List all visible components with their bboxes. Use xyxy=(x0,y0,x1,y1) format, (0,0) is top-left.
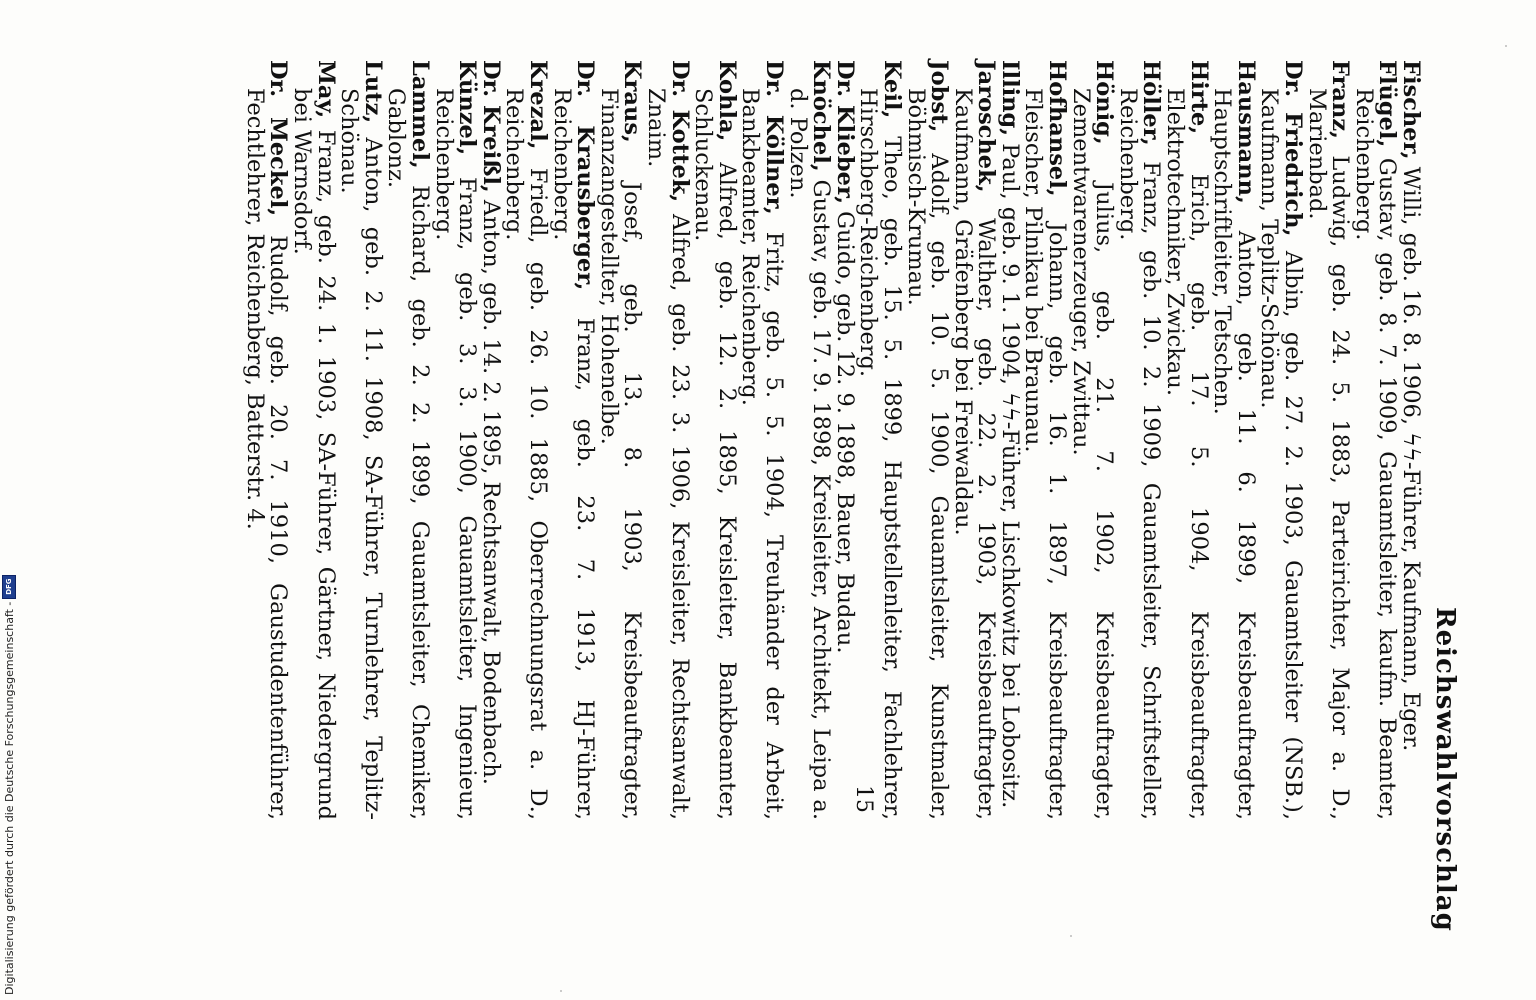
candidate-entry xyxy=(430,60,481,820)
candidate-entry xyxy=(290,60,337,820)
candidate-details: Anton, geb. 2. 11. 1908, SA-Führer, Turnlehrer, Teplitz-Schönau. xyxy=(336,88,386,820)
candidate-entry xyxy=(1020,60,1071,820)
candidate-name: Keil, xyxy=(878,60,905,119)
candidate-list xyxy=(242,60,1422,820)
candidate-details: Josef, geb. 13. 8. 1903, Kreisbeauftragter, Finanzangestellter, Hohenelbe. xyxy=(595,88,646,820)
candidate-name: Hausmann, xyxy=(1232,60,1259,204)
candidate-details: Franz, geb. 23. 7. 1913, HJ-Führer, Reichenberg. xyxy=(548,88,599,820)
candidate-entry xyxy=(383,60,434,820)
candidate-details: Paul, geb. 9. 1. 1904, ϟϟ-Führer, Lischkowitz bei Lobositz. xyxy=(996,136,1023,809)
candidate-details: Theo, geb. 15. 5. 1899, Hauptstellenleiter, Fachlehrer, Hirschberg-Reichenberg. xyxy=(855,88,905,820)
candidate-name: Krezal, xyxy=(525,60,552,150)
candidate-name: Fischer, xyxy=(1398,60,1424,160)
candidate-entry xyxy=(832,60,856,820)
candidate-name: Kohla, xyxy=(713,60,740,142)
candidate-entry xyxy=(784,60,835,820)
candidate-entry xyxy=(997,60,1021,820)
candidate-details: Franz, geb. 3. 3. 1900, Gauamtsleiter, Ingenieur, Reichenberg. xyxy=(430,88,481,820)
candidate-details: Alfred, geb. 12. 2. 1895, Kreisleiter, Bankbeamter, Schluckenau. xyxy=(690,88,740,820)
candidate-entry xyxy=(902,60,953,820)
candidate-details: Erich, geb. 17. 5. 1904, Kreisbeauftragter, Elektrotechniker, Zwickau. xyxy=(1162,88,1212,820)
candidate-details: Walther, geb. 22. 2. 1903, Kreisbeauftragter, Kaufmann, Gräfenberg bei Freiwaldau. xyxy=(949,88,1000,820)
candidate-entry xyxy=(1114,60,1165,820)
candidate-name: Dr. Friedrich, xyxy=(1280,60,1307,237)
candidate-name: Künzel, xyxy=(454,60,481,156)
candidate-entry xyxy=(501,60,552,820)
candidate-name: Illing, xyxy=(996,60,1023,137)
candidate-details: Anton, geb. 11. 6. 1899, Kreisbeauftragter, Hauptschriftleiter, Tetschen. xyxy=(1209,88,1259,820)
candidate-name: Dr. Köllner, xyxy=(760,60,787,215)
candidate-name: Hönig, xyxy=(1091,60,1118,145)
page-number: 15 xyxy=(851,785,876,813)
candidate-details: Willi, geb. 16. 8. 1906, ϟϟ-Führer, Kaufmann, Eger. xyxy=(1398,159,1424,752)
page-heading: Reichswahlvorschlag xyxy=(1430,607,1460,932)
candidate-name: Kraus, xyxy=(619,60,646,143)
candidate-name: Dr. Meckel, xyxy=(265,60,292,217)
candidate-entry xyxy=(856,60,903,820)
candidate-entry xyxy=(595,60,646,820)
candidate-name: Franz, xyxy=(1327,60,1354,139)
candidate-details: Richard, geb. 2. 2. 1899, Gauamtsleiter, Chemiker, Gablonz. xyxy=(383,88,434,820)
candidate-details: Guido, geb. 12. 9. 1898, Bauer, Budau. xyxy=(831,204,858,654)
candidate-entry xyxy=(548,60,599,820)
scan-speck xyxy=(1505,45,1507,47)
candidate-entry xyxy=(1350,60,1401,820)
candidate-name: Lammel, xyxy=(407,60,434,169)
candidate-entry xyxy=(1256,60,1307,820)
candidate-details: Julius, geb. 21. 7. 1902, Kreisbeauftragter, Zementwarenerzeuger, Zwittau. xyxy=(1067,88,1118,820)
digitization-credit xyxy=(2,575,16,995)
candidate-entry xyxy=(241,60,292,820)
candidate-name: Höller, xyxy=(1138,60,1165,146)
candidate-entry xyxy=(1398,60,1422,820)
candidate-details: Adolf, geb. 10. 5. 1900, Gauamtsleiter, Kunstmaler, Böhmisch-Krumau. xyxy=(902,88,953,820)
candidate-name: Dr. Kottek, xyxy=(666,60,693,203)
candidate-name: Jaroschek, xyxy=(973,60,1000,193)
candidate-entry xyxy=(738,60,785,820)
candidate-details: Anton, geb. 14. 2. 1895, Rechtsanwalt, Bodenbach. xyxy=(477,192,504,785)
candidate-name: Dr. Kreißl, xyxy=(477,60,504,193)
candidate-entry xyxy=(691,60,738,820)
candidate-details: Alfred, geb. 23. 3. 1906, Kreisleiter, Rechtsanwalt, Znaim. xyxy=(643,88,693,820)
candidate-details: Albin, geb. 27. 2. 1903, Gauamtsleiter (NSB.), Kaufmann, Teplitz-Schönau. xyxy=(1256,88,1307,820)
candidate-name: Dr. Klieber, xyxy=(831,60,858,205)
candidate-entry xyxy=(1162,60,1212,820)
candidate-entry xyxy=(1303,60,1354,820)
candidate-name: Hirte, xyxy=(1185,60,1212,135)
candidate-name: Hofhansel, xyxy=(1044,60,1071,197)
candidate-details: Rudolf, geb. 20. 7. 1910, Gaustudentenführer, Fechtlehrer, Reichenberg, Batterstr. 4. xyxy=(241,88,292,820)
candidate-name: Lutz, xyxy=(359,60,386,124)
candidate-details: Franz, geb. 24. 1. 1903, SA-Führer, Gärtner, Niedergrund bei Warnsdorf. xyxy=(289,88,339,820)
candidate-name: Flügel, xyxy=(1374,60,1401,148)
candidate-details: Franz, geb. 10. 2. 1909, Gauamtsleiter, Schriftsteller, Reichenberg. xyxy=(1114,88,1165,820)
candidate-entry xyxy=(643,60,693,820)
candidate-name: Jobst, xyxy=(926,60,953,133)
candidate-details: Gustav, geb. 8. 7. 1909, Gauamtsleiter, kaufm. Beamter, Reichenberg. xyxy=(1350,88,1401,820)
candidate-name: May, xyxy=(312,60,339,119)
candidate-entry xyxy=(949,60,1000,820)
candidate-details: Friedl, geb. 26. 10. 1885, Oberrechnungsrat a. D., Reichenberg. xyxy=(501,88,552,820)
dfg-logo: DFG xyxy=(2,575,16,599)
candidate-details: Gustav, geb. 17. 9. 1898, Kreisleiter, Architekt, Leipa a. d. Polzen. xyxy=(784,88,835,820)
candidate-entry xyxy=(1210,60,1257,820)
digitization-credit-text: Digitalisierung gefördert durch die Deutsche Forschungsgemeinschaft - xyxy=(2,601,16,995)
candidate-entry xyxy=(337,60,384,820)
candidate-name: Dr. Krausberger, xyxy=(572,60,599,291)
candidate-entry xyxy=(478,60,502,820)
candidate-entry xyxy=(1067,60,1118,820)
scan-speck xyxy=(560,990,562,992)
candidate-details: Ludwig, geb. 24. 5. 1883, Parteirichter, Major a. D., Marienbad. xyxy=(1303,88,1354,820)
candidate-details: Fritz, geb. 5. 5. 1904, Treuhänder der Arbeit, Bankbeamter, Reichenberg. xyxy=(737,88,787,821)
candidate-details: Johann, geb. 16. 1. 1897, Kreisbeauftragter, Fleischer, Pilnikau bei Braunau. xyxy=(1020,88,1071,820)
scan-speck xyxy=(1070,935,1072,937)
candidate-name: Knöchel, xyxy=(808,60,835,172)
